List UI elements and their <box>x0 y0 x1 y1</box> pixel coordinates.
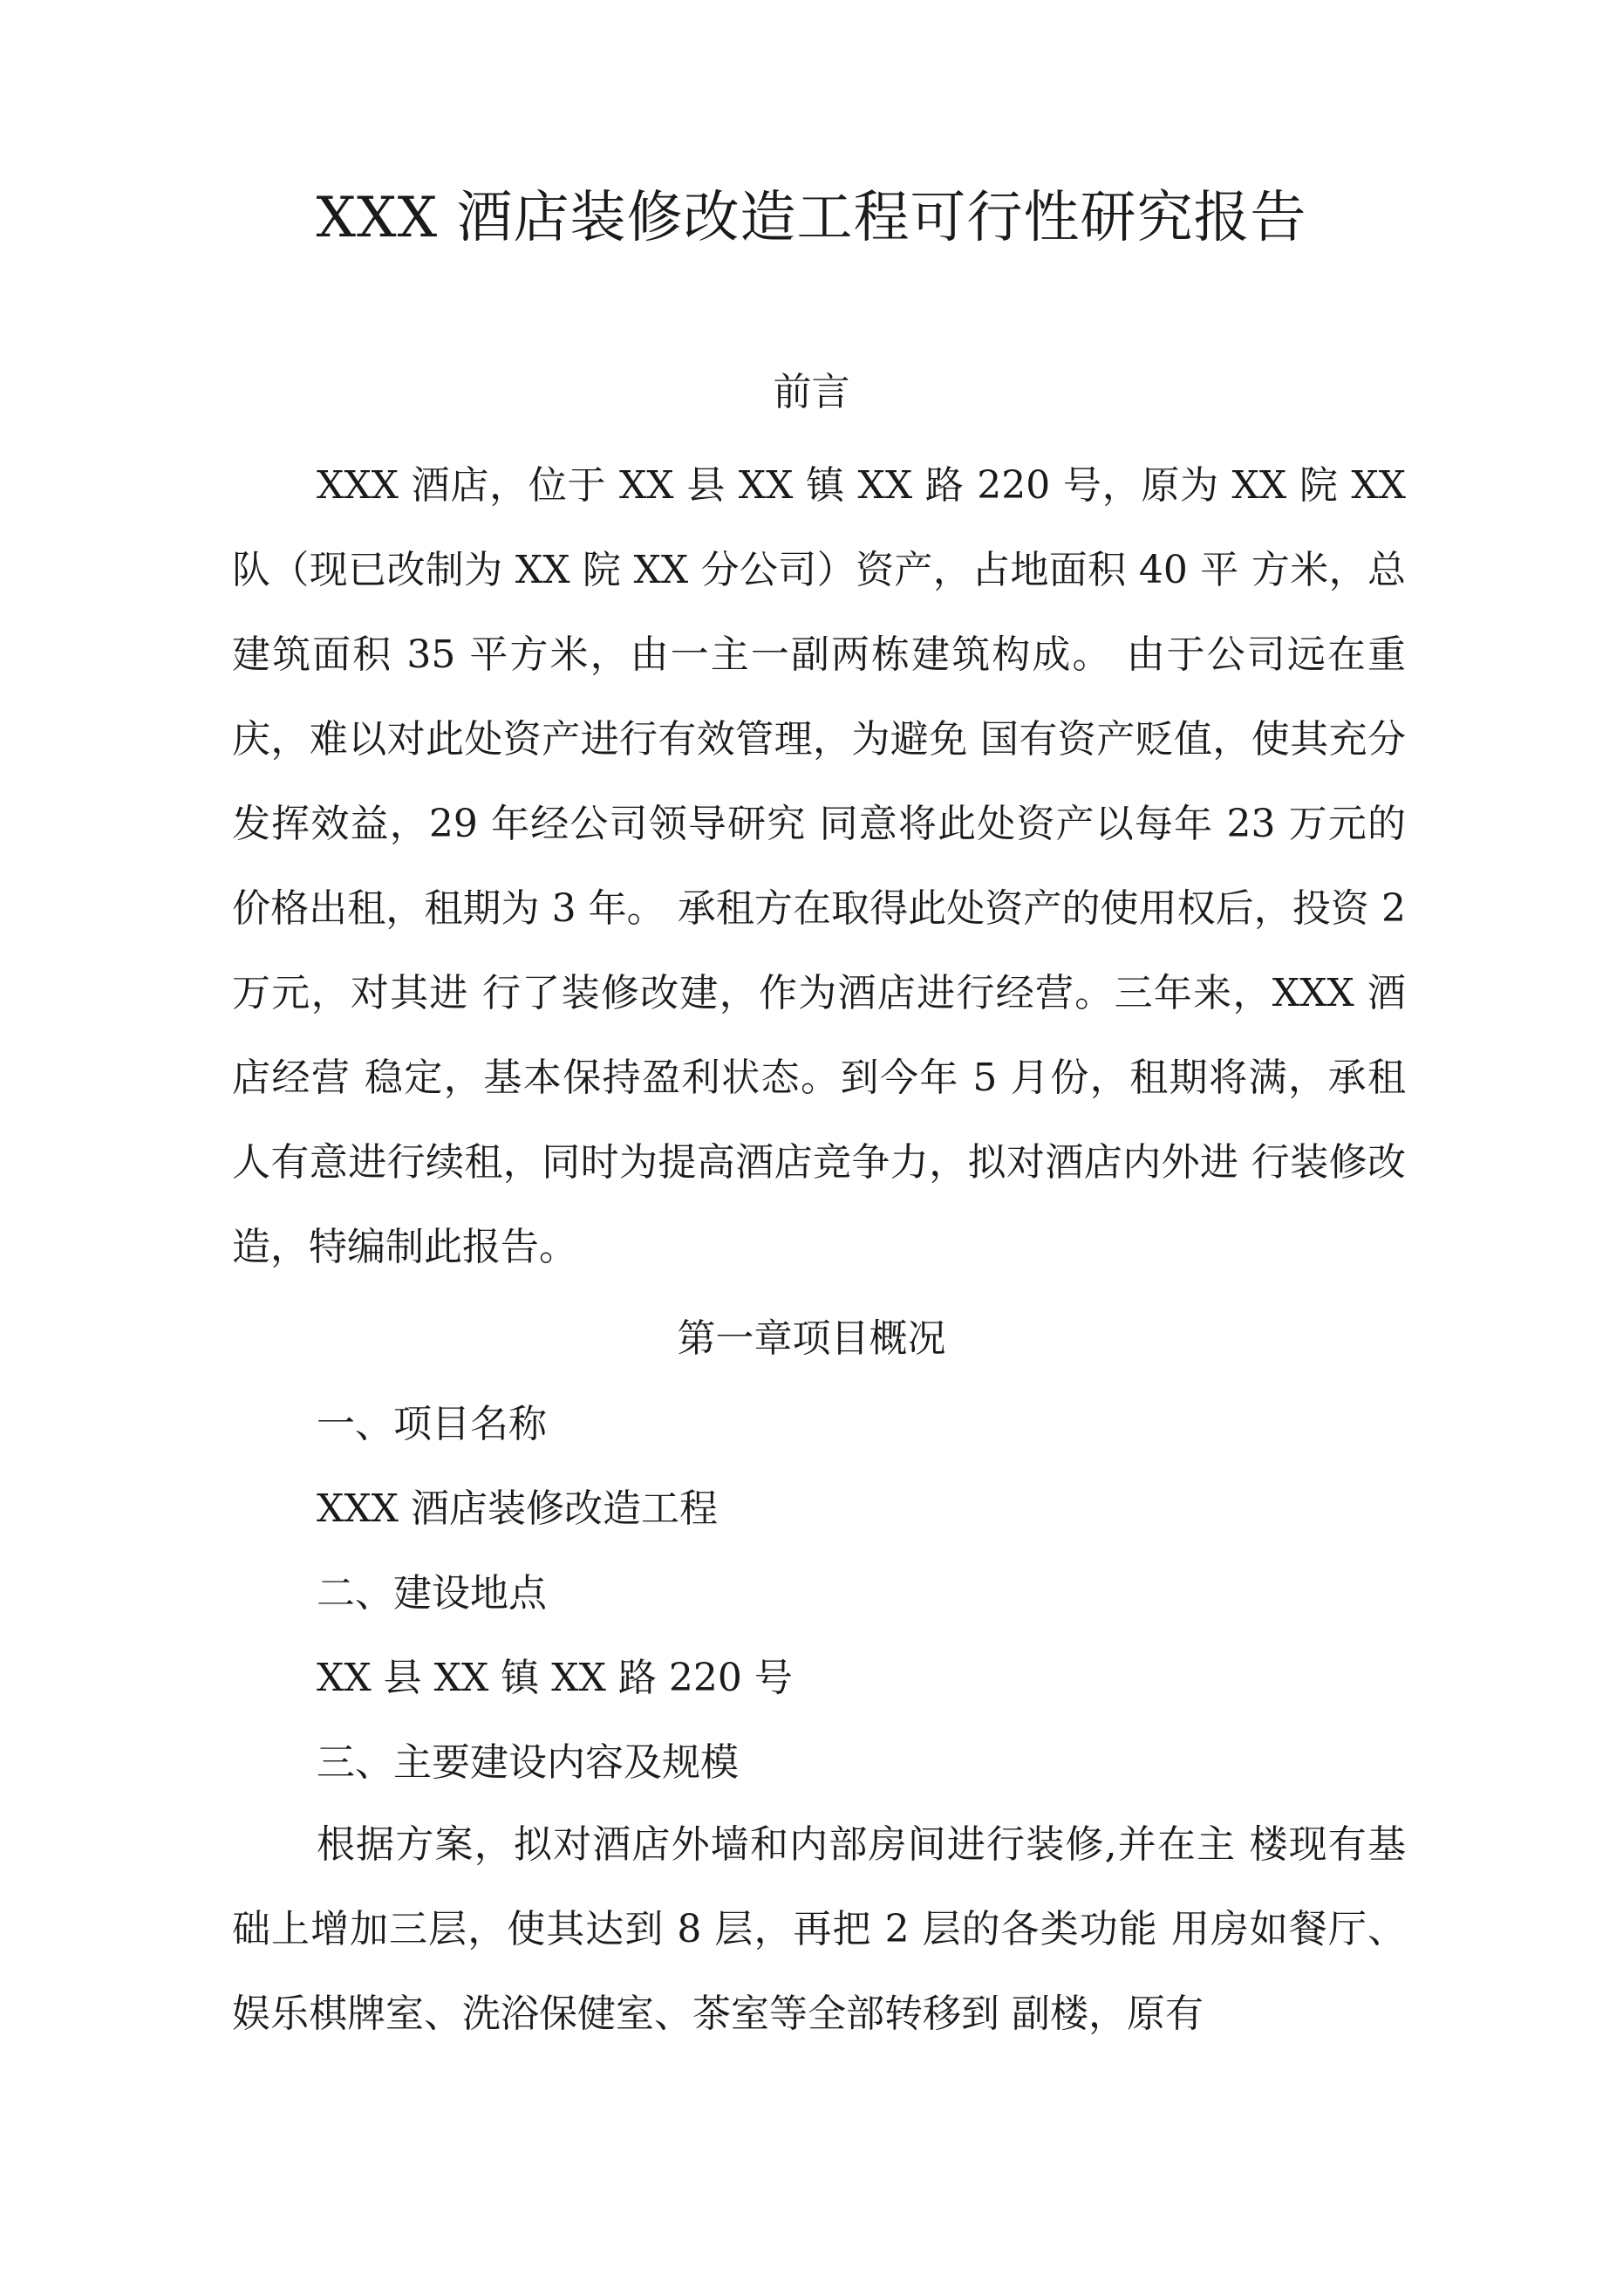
section-heading-location: 二、建设地点 <box>317 1571 547 1616</box>
scope-paragraph: 根据方案，拟对酒店外墙和内部房间进行装修,并在主 楼现有基础上增加三层，使其达到 8 层，再把 2 层的各类功能 用房如餐厅、娱乐棋牌室、洗浴保健室、茶室等全部转移到 副楼，原有 <box>232 1822 1406 2036</box>
preface-paragraph: XXX 酒店，位于 XX 县 XX 镇 XX 路 220 号，原为 XX 院 XX 队（现已改制为 XX 院 XX 分公司）资产，占地面积 40 平 方米，总建筑面积 35 平方米，由一主一副两栋建筑构成。 由于公司远在重庆，难以对此处资产进行有效管理，为避免 国有资产贬值，使其充分发挥效益，29 年经公司领导研究 同意将此处资产以每年 23 万元的价格出租，租期为 3 年。 承租方在取得此处资产的使用权后，投资 2 万元，对其进 行了装修改建，作为酒店进行经营。三年来，XXX 酒店经营 稳定，基本保持盈利状态。到今年 5 月份，租期将满，承租 人有意进行续租，同时为提高酒店竞争力，拟对酒店内外进 行装修改造，特编制此报告。 <box>232 463 1406 1269</box>
section-heading-project-name: 一、项目名称 <box>317 1402 547 1446</box>
section-heading-scope: 三、主要建设内容及规模 <box>317 1740 739 1785</box>
location-value: XX 县 XX 镇 XX 路 220 号 <box>317 1656 793 1700</box>
document-title: XXX 酒店装修改造工程可行性研究报告 <box>316 186 1307 250</box>
project-name-value: XXX 酒店装修改造工程 <box>317 1486 718 1531</box>
preface-heading: 前言 <box>773 370 850 414</box>
chapter-heading: 第一章项目概况 <box>677 1316 946 1361</box>
